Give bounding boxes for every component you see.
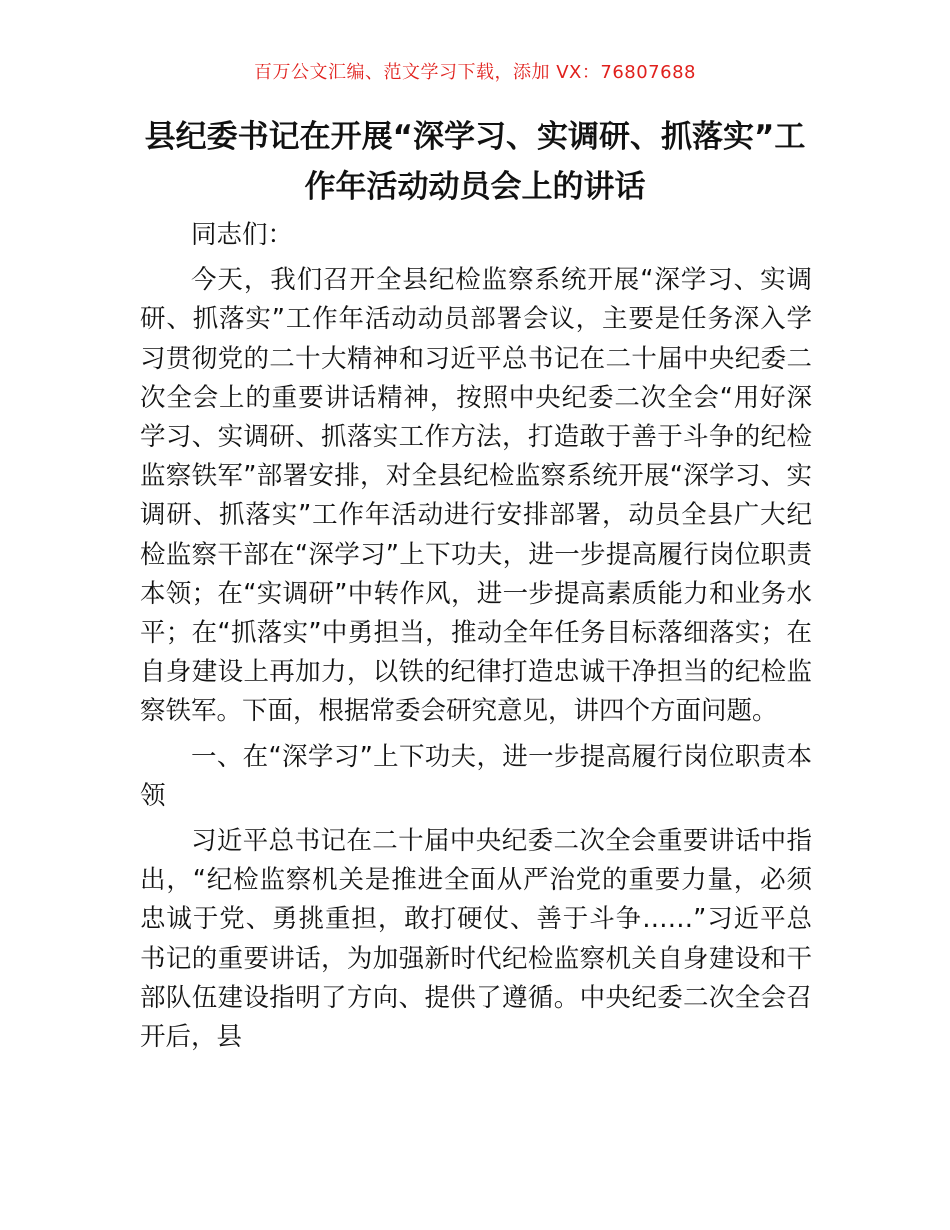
section-heading-1: 一、在“深学习”上下功夫，进一步提高履行岗位职责本领 [140,741,812,811]
header-promo-text: 百万公文汇编、范文学习下载，添加 VX：76807688 [254,62,696,83]
document-body [140,216,812,1063]
paragraph-intro: 今天，我们召开全县纪检监察系统开展“深学习、实调研、抓落实”工作年活动动员部署会议，主要是任务深入学习贯彻党的二十大精神和习近平总书记在二十届中央纪委二次全会上的重要讲话精神，按照中央纪委二次全会“用好深学习、实调研、抓落实工作方法，打造敢于善于斗争的纪检监察铁军”部署安排，对全县纪检监察系统开展“深学习、实调研、抓落实”工作年活动进行安排部署，动员全县广大纪检监察干部在“深学习”上下功夫，进一步提高履行岗位职责本领；在“实调研”中转作风，进一步提高素质能力和业务水平；在“抓落实”中勇担当，推动全年任务目标落细落实；在自身建设上再加力，以铁的纪律打造忠诚干净担当的纪检监察铁军。下面，根据常委会研究意见，讲四个方面问题。 [140,265,812,727]
paragraph-section-1: 习近平总书记在二十届中央纪委二次全会重要讲话中指出，“纪检监察机关是推进全面从严治党的重要力量，必须忠诚于党、勇挑重担，敢打硬仗、善于斗争……”习近平总书记的重要讲话，为加强新时代纪检监察机关自身建设和干部队伍建设指明了方向、提供了遵循。中央纪委二次全会召开后，县 [140,826,812,1053]
document-title: 县纪委书记在开展“深学习、实调研、抓落实”工作年活动动员会上的讲话 [144,119,806,205]
greeting: 同志们： [191,220,294,250]
